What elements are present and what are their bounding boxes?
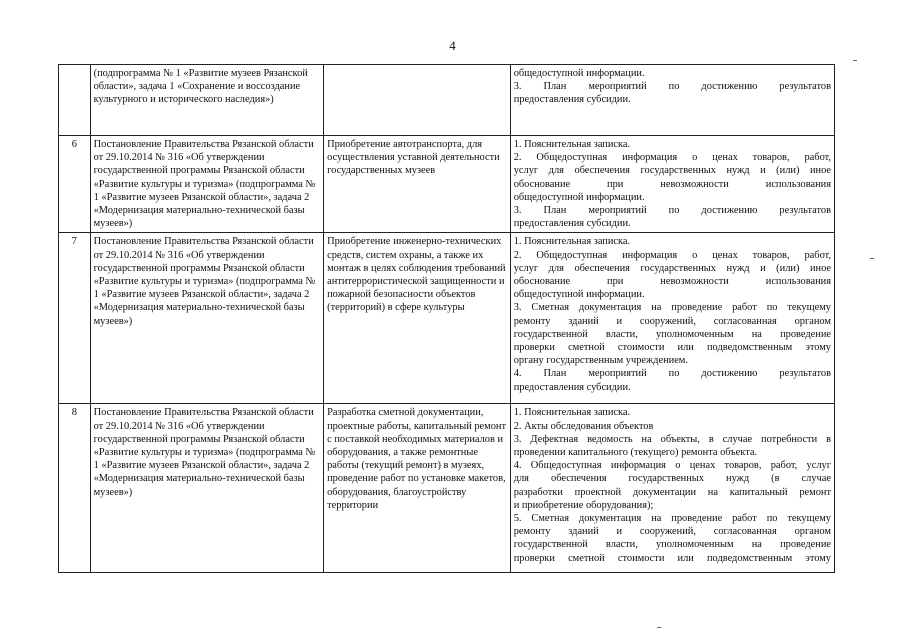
row-number: 6 bbox=[59, 136, 91, 233]
document-line: общедоступной информации. bbox=[513, 289, 645, 301]
purpose-cell bbox=[324, 65, 511, 136]
document-line: государственной власти, уполномоченным на проведение bbox=[513, 328, 831, 340]
document-line: 2. Акты обследования объектов bbox=[513, 420, 654, 432]
documents-cell bbox=[510, 136, 834, 233]
documents-cell bbox=[510, 404, 834, 573]
document-line: государственной власти, уполномоченным на проведение bbox=[513, 539, 831, 551]
page-number: 4 bbox=[449, 38, 456, 53]
table-row bbox=[59, 233, 835, 404]
document-line: проведении капитального (текущего) ремонта объекта. bbox=[513, 447, 758, 459]
purpose-cell: Разработка сметной документации, проектные работы, капитальный ремонт с поставкой необходимых материалов и оборудования, а также ремонтные работы (текущий ремонт) в музеях, проведение работ по установке макетов, оборудования, благоустройству территории bbox=[324, 404, 511, 573]
documents-cell bbox=[510, 65, 834, 136]
legal-basis-cell: (подпрограмма № 1 «Развитие музеев Рязанской области», задача 1 «Сохранение и воссоздание культурного и исторического наследия») bbox=[90, 65, 324, 136]
document-line: обоснование при невозможности использования bbox=[513, 276, 831, 288]
document-line: органу государственным учреждением. bbox=[513, 355, 688, 367]
table-row bbox=[59, 136, 835, 233]
document-line: 3. План мероприятий по достижению результатов bbox=[513, 205, 831, 217]
document-line: и приобретение оборудования); bbox=[513, 499, 654, 511]
document-line: ремонту зданий и сооружений, согласованная органом bbox=[513, 526, 831, 538]
document-line: 1. Пояснительная записка. bbox=[513, 407, 631, 419]
documents-cell bbox=[510, 233, 834, 404]
document-line: 1. Пояснительная записка. bbox=[513, 236, 631, 248]
row-number: 7 bbox=[59, 233, 91, 404]
document-line: 3. Дефектная ведомость на объекты, в случае потребности в bbox=[513, 433, 831, 445]
table-row bbox=[59, 404, 835, 573]
document-line: 3. Сметная документация на проведение работ по текущему bbox=[513, 302, 831, 314]
document-line: предоставления субсидии. bbox=[513, 94, 631, 106]
scan-mark bbox=[870, 258, 874, 259]
document-line: общедоступной информации. bbox=[513, 68, 645, 79]
purpose-cell: Приобретение инженерно-технических средств, систем охраны, а также их монтаж в целях соблюдения требований антитеррористической защищенности и пожарной безопасности объектов (территорий) в сфере культуры bbox=[324, 233, 511, 404]
row-number: 8 bbox=[59, 404, 91, 573]
row-number bbox=[59, 65, 91, 136]
document-line: 4. План мероприятий по достижению результатов bbox=[513, 368, 831, 380]
document-line: разработки проектной документации на капитальный ремонт bbox=[513, 486, 831, 498]
document-line: 4. Общедоступная информация о ценах товаров, работ, услуг bbox=[513, 460, 831, 472]
document-line: для обеспечения государственных нужд (в случае bbox=[513, 473, 831, 485]
subsidy-documents-table bbox=[58, 64, 835, 573]
legal-basis-cell: Постановление Правительства Рязанской области от 29.10.2014 № 316 «Об утверждении государственной программы Рязанской области «Развитие культуры и туризма» (подпрограмма № 1 «Развитие музеев Рязанской области», задача 2 «Модернизация материально-технической базы музеев») bbox=[90, 233, 324, 404]
document-line: общедоступной информации. bbox=[513, 191, 645, 203]
document-line: предоставления субсидии. bbox=[513, 218, 631, 230]
scan-mark bbox=[853, 60, 857, 61]
document-line: предоставления субсидии. bbox=[513, 381, 631, 393]
table-row bbox=[59, 65, 835, 136]
scan-mark bbox=[657, 627, 661, 628]
document-line: 1. Пояснительная записка. bbox=[513, 139, 631, 150]
document-line: ремонту зданий и сооружений, согласованная органом bbox=[513, 315, 831, 327]
document-line: проверки сметной стоимости или подведомственным этому bbox=[513, 552, 831, 564]
legal-basis-cell: Постановление Правительства Рязанской области от 29.10.2014 № 316 «Об утверждении государственной программы Рязанской области «Развитие культуры и туризма» (подпрограмма № 1 «Развитие музеев Рязанской области», задача 2 «Модернизация материально-технической базы музеев») bbox=[90, 404, 324, 573]
purpose-cell: Приобретение автотранспорта, для осуществления уставной деятельности государственных музеев bbox=[324, 136, 511, 233]
document-line: проверки сметной стоимости или подведомственным этому bbox=[513, 342, 831, 354]
document-line: услуг для обеспечения государственных нужд и (или) иное bbox=[513, 165, 831, 177]
document-line: 2. Общедоступная информация о ценах товаров, работ, bbox=[513, 249, 831, 261]
legal-basis-cell: Постановление Правительства Рязанской области от 29.10.2014 № 316 «Об утверждении государственной программы Рязанской области «Развитие культуры и туризма» (подпрограмма № 1 «Развитие музеев Рязанской области», задача 2 «Модернизация материально-технической базы музеев») bbox=[90, 136, 324, 233]
document-line: 5. Сметная документация на проведение работ по текущему bbox=[513, 513, 831, 525]
document-line: обоснование при невозможности использования bbox=[513, 178, 831, 190]
document-line: услуг для обеспечения государственных нужд и (или) иное bbox=[513, 262, 831, 274]
document-line: 2. Общедоступная информация о ценах товаров, работ, bbox=[513, 152, 831, 164]
document-line: 3. План мероприятий по достижению результатов bbox=[513, 81, 831, 93]
